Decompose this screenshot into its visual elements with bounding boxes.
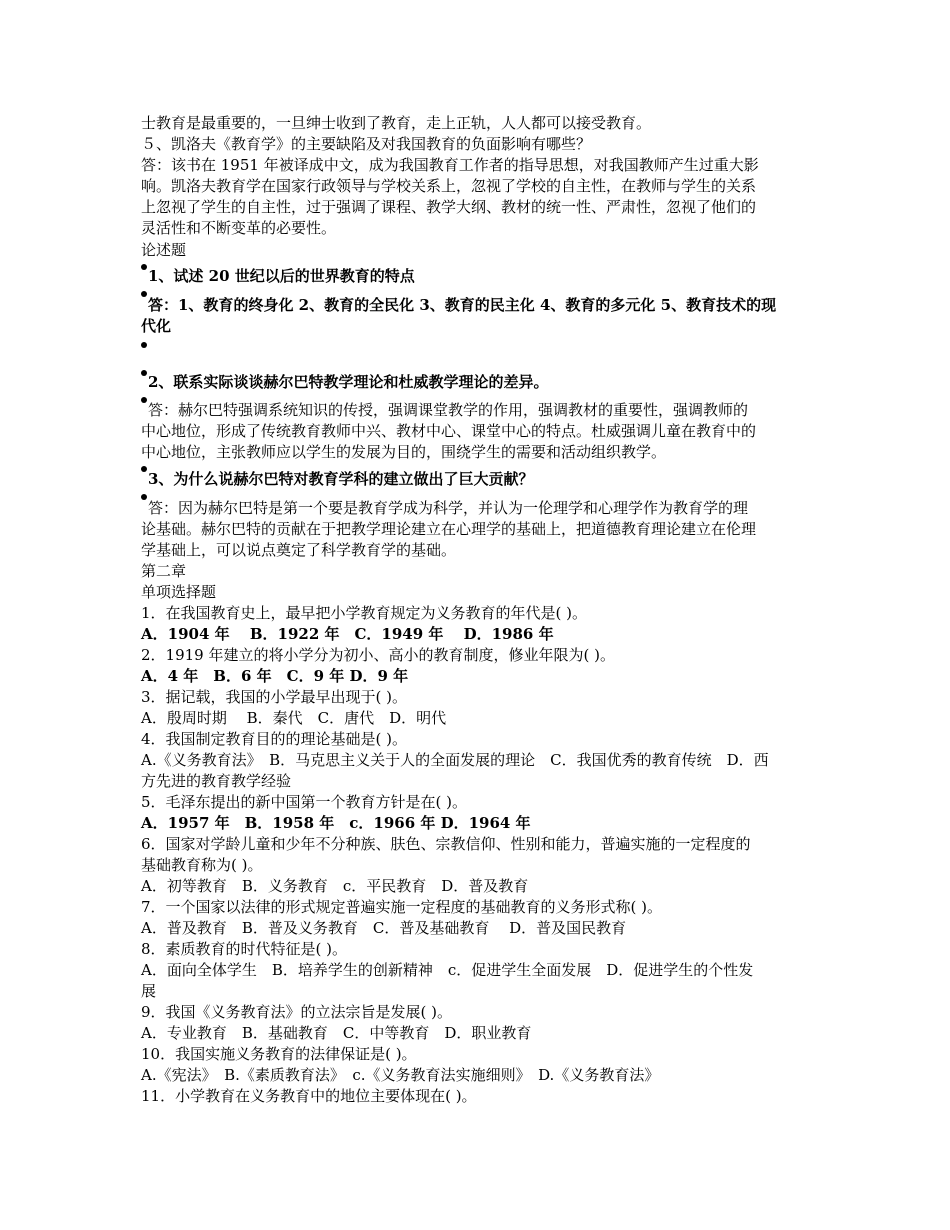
bullet-icon [141, 370, 147, 376]
options-line: A．面向全体学生 B．培养学生的创新精神 c．促进学生全面发展 D．促进学生的个性发 [141, 961, 754, 979]
question-line: 3．据记载，我国的小学最早出现于( )。 [141, 688, 408, 706]
question-line: 1．在我国教育史上，最早把小学教育规定为义务教育的年代是( )。 [141, 604, 588, 622]
section-heading: 论述题 [141, 241, 187, 259]
answer-line: 答：该书在 1951 年被译成中文，成为我国教育工作者的指导思想，对我国教师产生过重大影 [141, 156, 759, 174]
options-line: A.《义务教育法》 B．马克思主义关于人的全面发展的理论 C．我国优秀的教育传统 D．西 [141, 751, 769, 769]
options-line: A．4 年 B．6 年 C．9 年 D．9 年 [141, 667, 409, 685]
text-line: 展 [141, 982, 157, 1000]
text-line: 论基础。赫尔巴特的贡献在于把教学理论建立在心理学的基础上，把道德教育理论建立在伦理 [141, 520, 757, 538]
text-line: 学基础上，可以说点奠定了科学教育学的基础。 [141, 541, 457, 559]
bullet-icon [141, 264, 147, 270]
text-line: 代化 [141, 317, 172, 335]
question-line: 5．毛泽东提出的新中国第一个教育方针是在( )。 [141, 793, 468, 811]
options-line: A．专业教育 B．基础教育 C．中等教育 D．职业教育 [141, 1024, 532, 1042]
question-line: 7．一个国家以法律的形式规定普遍实施一定程度的基础教育的义务形式称( )。 [141, 898, 663, 916]
answer-line: 答：赫尔巴特强调系统知识的传授，强调课堂教学的作用，强调教材的重要性，强调教师的 [148, 401, 749, 419]
essay-question-2: 2、联系实际谈谈赫尔巴特教学理论和杜威教学理论的差异。 [148, 373, 549, 391]
bullet-icon [141, 494, 147, 500]
question-line: 9．我国《义务教育法》的立法宗旨是发展( )。 [141, 1003, 453, 1021]
chapter-heading: 第二章 [141, 562, 187, 580]
question-line: 6．国家对学龄儿童和少年不分种族、肤色、宗教信仰、性别和能力，普遍实施的一定程度的 [141, 835, 751, 853]
text-line: 士教育是最重要的，一旦绅士收到了教育，走上正轨，人人都可以接受教育。 [141, 114, 652, 132]
text-line: 灵活性和不断变革的必要性。 [141, 219, 337, 237]
text-line: 方先进的教育教学经验 [141, 772, 292, 790]
bullet-icon [141, 397, 147, 403]
question-line: 8．素质教育的时代特征是( )。 [141, 940, 348, 958]
essay-question-3: 3、为什么说赫尔巴特对教育学科的建立做出了巨大贡献？ [148, 470, 534, 488]
options-line: A．普及教育 B．普及义务教育 C．普及基础教育 D．普及国民教育 [141, 919, 627, 937]
text-line: 基础教育称为( )。 [141, 856, 263, 874]
options-line: A．1904 年 B．1922 年 C．1949 年 D．1986 年 [141, 625, 554, 643]
question-line: ５、凯洛夫《教育学》的主要缺陷及对我国教育的负面影响有哪些？ [141, 135, 592, 153]
question-line: 10．我国实施义务教育的法律保证是( )。 [141, 1045, 417, 1063]
text-line: 上忽视了学生的自主性，过于强调了课程、教学大纲、教材的统一性、严肃性，忽视了他们的 [141, 198, 757, 216]
options-line: A．1957 年 B．1958 年 c．1966 年 D．1964 年 [141, 814, 531, 832]
bullet-icon [141, 291, 147, 297]
text-line: 中心地位，形成了传统教育教师中兴、教材中心、课堂中心的特点。杜威强调儿童在教育中的 [141, 422, 757, 440]
section-heading: 单项选择题 [141, 583, 217, 601]
options-line: A．殷周时期 B．秦代 C．唐代 D．明代 [141, 709, 447, 727]
answer-line: 答：1、教育的终身化 2、教育的全民化 3、教育的民主化 4、教育的多元化 5、教育技术的现 [148, 296, 777, 314]
text-line: 中心地位，主张教师应以学生的发展为目的，围绕学生的需要和活动组织教学。 [141, 443, 667, 461]
answer-line: 答：因为赫尔巴特是第一个要是教育学成为科学，并认为一伦理学和心理学作为教育学的理 [148, 499, 749, 517]
question-line: 4．我国制定教育目的的理论基础是( )。 [141, 730, 408, 748]
bullet-icon [141, 342, 147, 348]
options-line: A.《宪法》 B.《素质教育法》 c.《义务教育法实施细则》 D.《义务教育法》 [141, 1066, 660, 1084]
question-line: 2．1919 年建立的将小学分为初小、高小的教育制度，修业年限为( )。 [141, 646, 615, 664]
text-line: 响。凯洛夫教育学在国家行政领导与学校关系上，忽视了学校的自主性，在教师与学生的关系 [141, 177, 757, 195]
essay-question-1: 1、试述 20 世纪以后的世界教育的特点 [148, 267, 415, 285]
question-line: 11．小学教育在义务教育中的地位主要体现在( )。 [141, 1087, 477, 1105]
options-line: A．初等教育 B．义务教育 c．平民教育 D．普及教育 [141, 877, 529, 895]
bullet-icon [141, 466, 147, 472]
